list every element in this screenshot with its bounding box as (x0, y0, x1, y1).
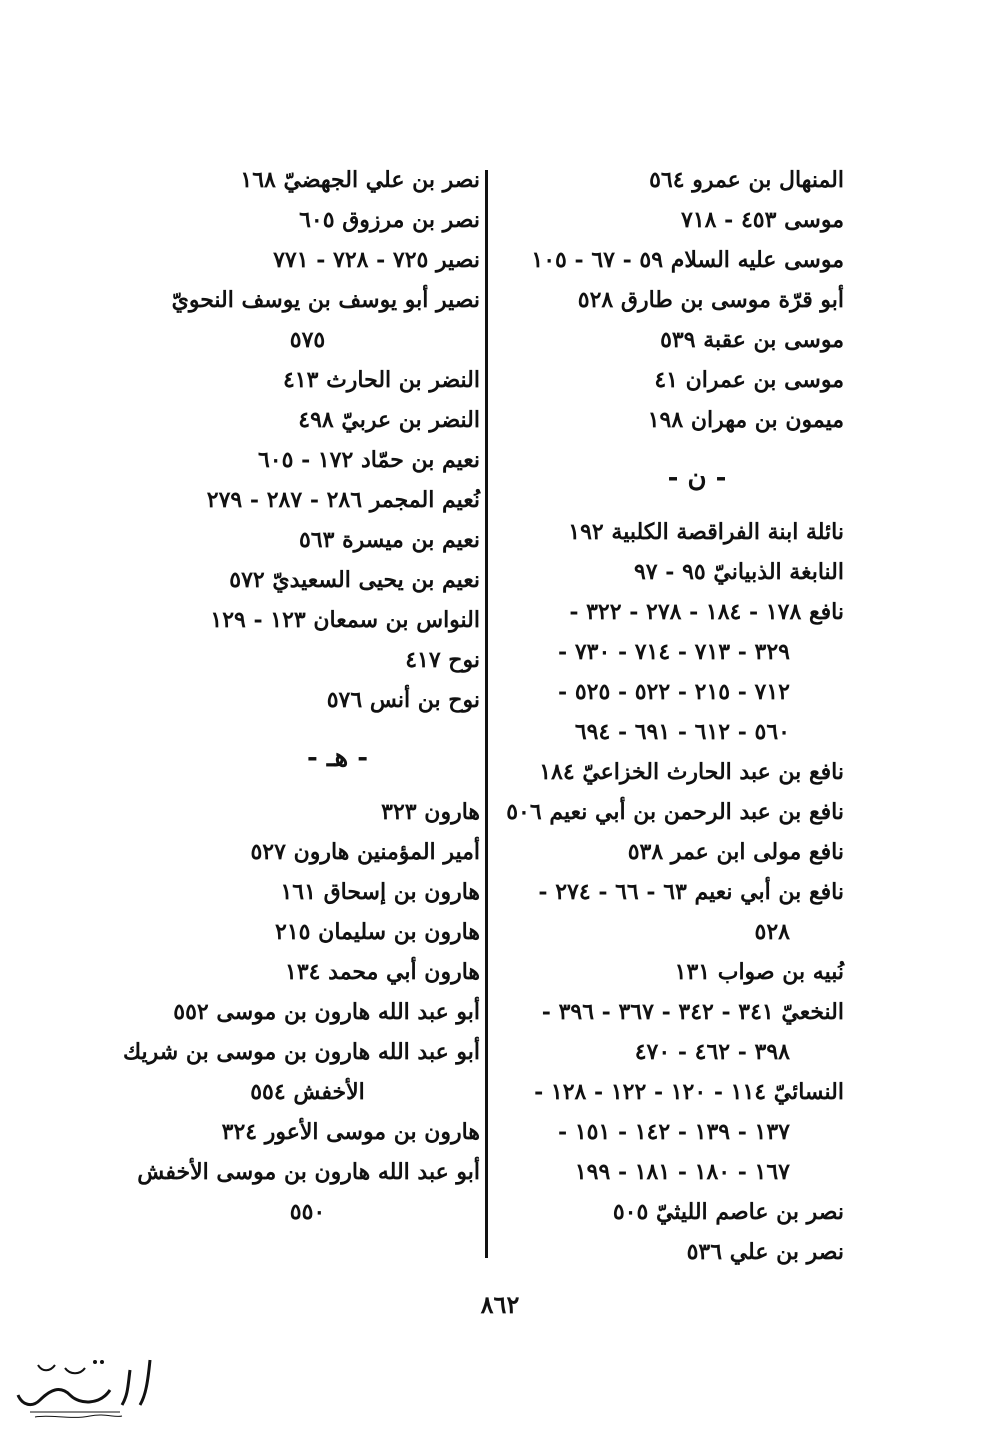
index-entry: أبو قرّة موسى بن طارق ٥٢٨ (577, 287, 844, 313)
index-entry: ٥٦٠ - ٦١٢ - ٦٩١ - ٦٩٤ (574, 719, 790, 745)
index-entry: نافع مولى ابن عمر ٥٣٨ (627, 839, 844, 865)
index-entry: موسى بن عقبة ٥٣٩ (660, 327, 844, 353)
index-entry: ١٦٧ - ١٨٠ - ١٨١ - ١٩٩ (574, 1159, 790, 1185)
index-entry: المنهال بن عمرو ٥٦٤ (649, 167, 844, 193)
index-entry: موسى بن عمران ٤١ (654, 367, 844, 393)
index-entry: نوح ٤١٧ (405, 647, 480, 673)
index-entry: ٥٥٠ (289, 1199, 326, 1225)
index-entry: نصر بن علي ٥٣٦ (686, 1239, 844, 1265)
index-entry: نصر بن مرزوق ٦٠٥ (299, 207, 480, 233)
index-entry: نُبيه بن صواب ١٣١ (674, 959, 844, 985)
index-entry: نصير ٧٢٥ - ٧٢٨ - ٧٧١ (273, 247, 480, 273)
index-entry: هارون بن إسحاق ١٦١ (280, 879, 480, 905)
index-entry: نوح بن أنس ٥٧٦ (326, 687, 480, 713)
index-entry: أبو عبد الله هارون بن موسى بن شريك (122, 1039, 480, 1065)
index-entry: هارون بن موسى الأعور ٣٢٤ (221, 1119, 480, 1145)
index-entry: ٣٢٩ - ٧١٣ - ٧١٤ - ٧٣٠ - (558, 639, 790, 665)
index-entry: موسى عليه السلام ٥٩ - ٦٧ - ١٠٥ (531, 247, 844, 273)
index-entry: نعيم بن يحيى السعيديّ ٥٧٢ (229, 567, 480, 593)
index-entry: نافع بن أبي نعيم ٦٣ - ٦٦ - ٢٧٤ - (538, 879, 844, 905)
index-column-left (122, 160, 480, 1232)
index-entry: النضر بن عربيّ ٤٩٨ (298, 407, 480, 433)
index-entry: نعيم بن حمّاد ١٧٢ - ٦٠٥ (257, 447, 480, 473)
index-entry: ٥٢٨ (754, 919, 790, 945)
index-entry: أبو عبد الله هارون بن موسى الأخفش (137, 1159, 480, 1185)
index-entry: أبو عبد الله هارون بن موسى ٥٥٢ (173, 999, 480, 1025)
index-entry: النضر بن الحارث ٤١٣ (282, 367, 480, 393)
index-entry: النابغة الذبيانيّ ٩٥ - ٩٧ (633, 559, 844, 585)
index-entry: نصر بن عاصم الليثيّ ٥٠٥ (612, 1199, 844, 1225)
index-entry: نعيم بن ميسرة ٥٦٣ (298, 527, 480, 553)
index-entry: أمير المؤمنين هارون ٥٢٧ (250, 839, 480, 865)
index-entry: موسى ٤٥٣ - ٧١٨ (681, 207, 844, 233)
index-entry: نصير أبو يوسف بن يوسف النحويّ (171, 287, 480, 313)
index-entry: النواس بن سمعان ١٢٣ - ١٢٩ (210, 607, 480, 633)
index-entry: هارون ٣٢٣ (381, 799, 480, 825)
index-entry: الأخفش ٥٥٤ (250, 1079, 365, 1105)
index-entry: نافع ١٧٨ - ١٨٤ - ٢٧٨ - ٣٢٢ - (569, 599, 844, 625)
index-entry: نصر بن علي الجهضيّ ١٦٨ (240, 167, 480, 193)
section-heading: - ن - (667, 463, 727, 493)
index-entry: نائلة ابنة الفراقصة الكلبية ١٩٢ (568, 519, 844, 545)
index-entry: هارون أبي محمد ١٣٤ (285, 959, 480, 985)
index-entry: النخعيّ ٣٤١ - ٣٤٢ - ٣٦٧ - ٣٩٦ - (541, 999, 844, 1025)
publisher-logo (10, 1350, 160, 1425)
index-entry: نُعيم المجمر ٢٨٦ - ٢٨٧ - ٢٧٩ (206, 487, 480, 513)
index-entry: ميمون بن مهران ١٩٨ (647, 407, 844, 433)
index-entry: النسائيّ ١١٤ - ١٢٠ - ١٢٢ - ١٢٨ - (534, 1079, 844, 1105)
section-heading: - هـ - (306, 743, 368, 773)
index-entry: نافع بن عبد الرحمن بن أبي نعيم ٥٠٦ (506, 799, 844, 825)
column-divider (485, 170, 488, 1258)
index-entry: هارون بن سليمان ٢١٥ (275, 919, 480, 945)
page-number: ٨٦٢ (480, 1290, 520, 1319)
index-column-right (490, 160, 844, 1272)
index-entry: ٣٩٨ - ٤٦٢ - ٤٧٠ (634, 1039, 790, 1065)
index-entry: ١٣٧ - ١٣٩ - ١٤٢ - ١٥١ - (558, 1119, 790, 1145)
index-entry: نافع بن عبد الحارث الخزاعيّ ١٨٤ (539, 759, 844, 785)
index-entry: ٥٧٥ (289, 327, 326, 353)
index-entry: ٧١٢ - ٢١٥ - ٥٢٢ - ٥٢٥ - (558, 679, 790, 705)
